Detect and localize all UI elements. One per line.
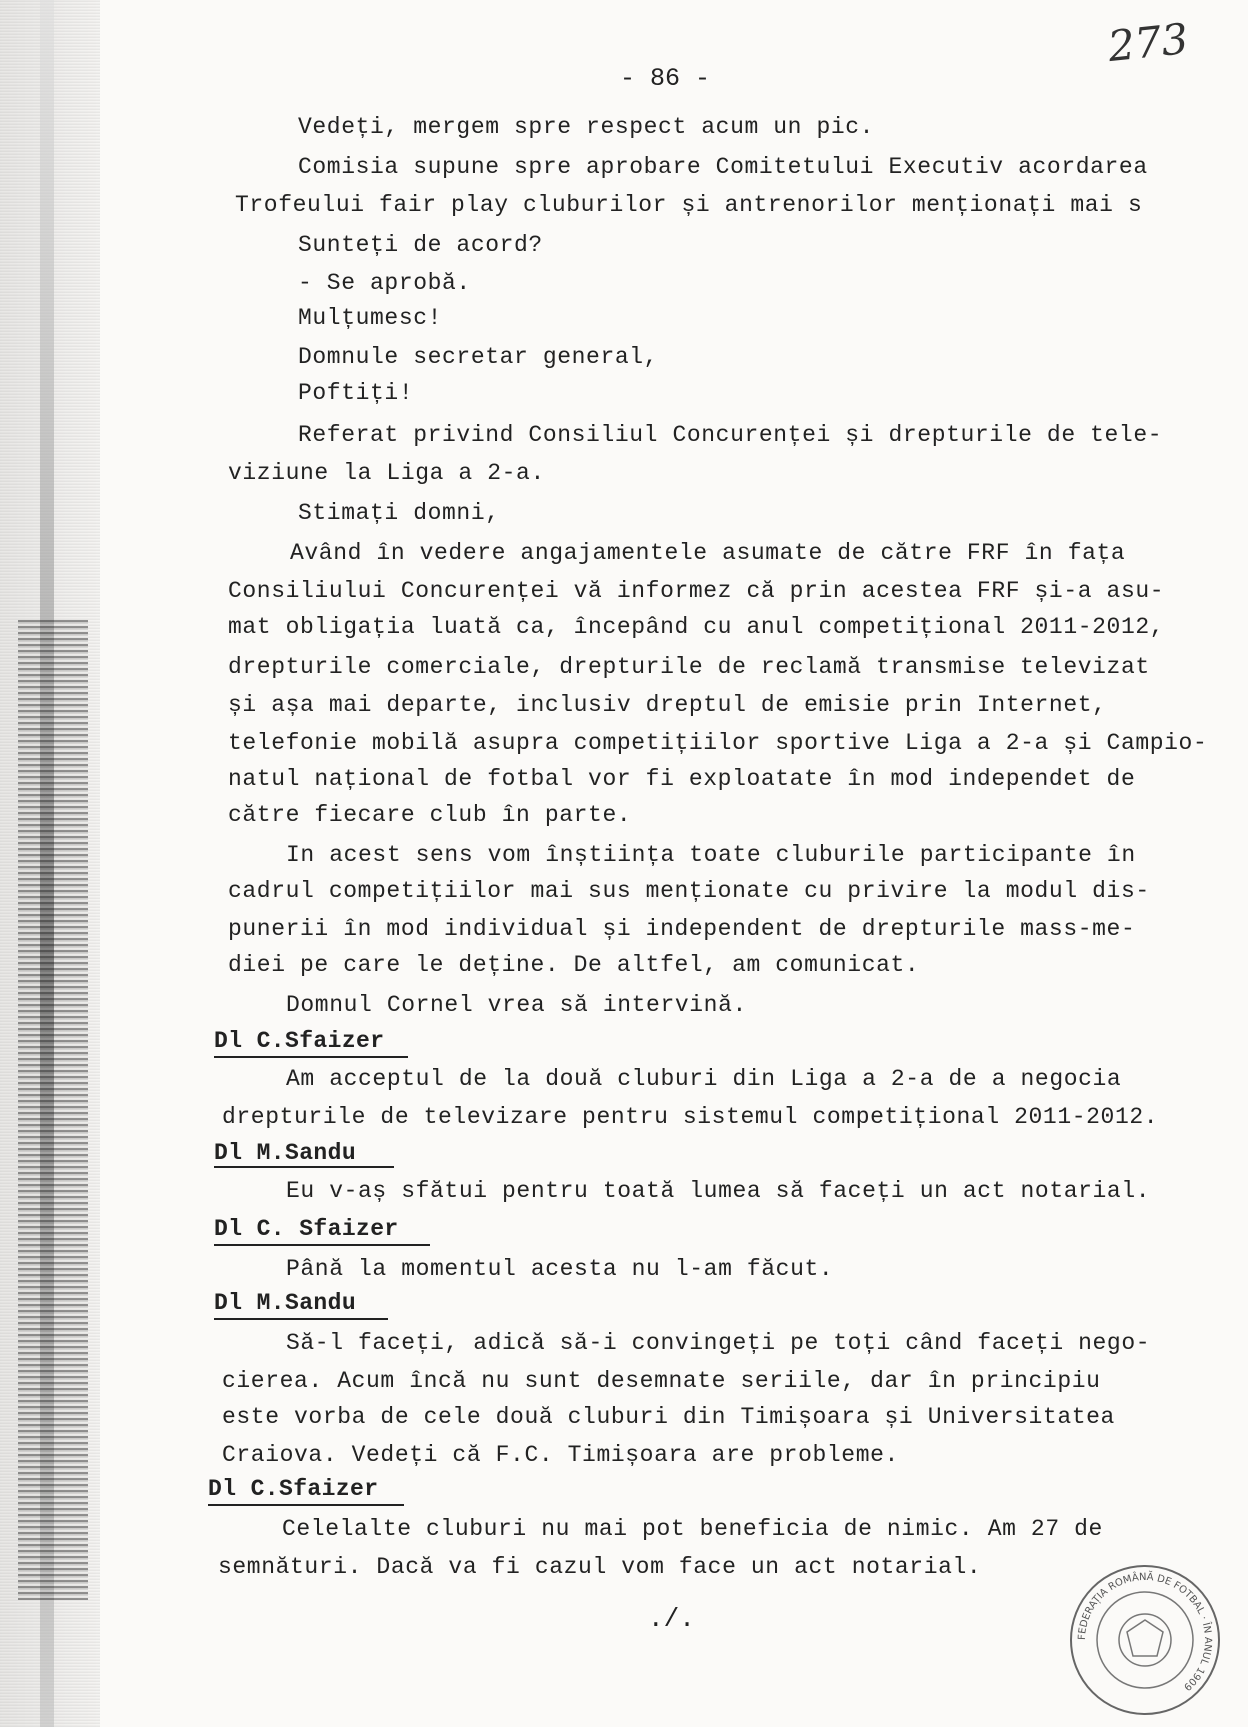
text-line: Având în vedere angajamentele asumate de către FRF în fața xyxy=(290,540,1126,566)
text-line: Domnul Cornel vrea să intervină. xyxy=(286,992,747,1018)
text-line: Craiova. Vedeți că F.C. Timișoara are probleme. xyxy=(222,1442,899,1468)
text-line: natul național de fotbal vor fi exploatate în mod independet de xyxy=(228,766,1136,792)
text-line: Sunteți de acord? xyxy=(298,232,543,258)
speaker-label: Dl M.Sandu xyxy=(214,1140,357,1166)
text-line: și așa mai departe, inclusiv dreptul de emisie prin Internet, xyxy=(228,692,1107,718)
text-line: punerii în mod individual și independent de drepturile mass-me- xyxy=(228,916,1136,942)
text-line: Consiliului Concurenței vă informez că prin acestea FRF și-a asu- xyxy=(228,578,1165,604)
text-line: este vorba de cele două cluburi din Timișoara și Universitatea xyxy=(222,1404,1115,1430)
text-line: Referat privind Consiliul Concurenței și drepturile de tele- xyxy=(298,422,1163,448)
page-number: - 86 - xyxy=(620,64,711,93)
text-line: viziune la Liga a 2-a. xyxy=(228,460,545,486)
text-line: Domnule secretar general, xyxy=(298,344,659,370)
text-line: cierea. Acum încă nu sunt desemnate seriile, dar în principiu xyxy=(222,1368,1101,1394)
text-line: semnături. Dacă va fi cazul vom face un act notarial. xyxy=(218,1554,982,1580)
text-line: Poftiți! xyxy=(298,380,414,406)
text-line: Eu v-aș sfătui pentru toată lumea să faceți un act notarial. xyxy=(286,1178,1151,1204)
text-line: In acest sens vom înștiința toate cluburile participante în xyxy=(286,842,1136,868)
text-line: Până la momentul acesta nu l-am făcut. xyxy=(286,1256,834,1282)
speaker-label: Dl C.Sfaizer xyxy=(214,1028,385,1054)
speaker-underline xyxy=(214,1244,430,1246)
speaker-underline xyxy=(214,1166,394,1168)
page-continuation-mark: ./. xyxy=(648,1604,695,1634)
text-line: Comisia supune spre aprobare Comitetului Executiv acordarea xyxy=(298,154,1148,180)
text-line: Celelalte cluburi nu mai pot beneficia de nimic. Am 27 de xyxy=(282,1516,1103,1542)
text-line: Trofeului fair play cluburilor și antrenorilor menționați mai s xyxy=(235,192,1143,218)
text-line: - Se aprobă. xyxy=(298,270,471,296)
text-line: mat obligația luată ca, începând cu anul competițional 2011-2012, xyxy=(228,614,1165,640)
text-line: drepturile de televizare pentru sistemul competițional 2011-2012. xyxy=(222,1104,1159,1130)
federation-seal-stamp xyxy=(1065,1560,1225,1720)
text-line: Vedeți, mergem spre respect acum un pic. xyxy=(298,114,875,140)
speaker-label: Dl M.Sandu xyxy=(214,1290,357,1316)
text-line: Mulțumesc! xyxy=(298,305,443,331)
text-line: cadrul competițiilor mai sus menționate cu privire la modul dis- xyxy=(228,878,1150,904)
text-line: Am acceptul de la două cluburi din Liga a 2-a de a negocia xyxy=(286,1066,1122,1092)
speaker-label: Dl C. Sfaizer xyxy=(214,1216,399,1242)
text-line: diei pe care le deține. De altfel, am comunicat. xyxy=(228,952,920,978)
scan-noise-bar xyxy=(18,620,88,1600)
speaker-underline xyxy=(208,1504,404,1506)
handwritten-page-number: 273 xyxy=(1105,13,1191,72)
speaker-underline xyxy=(214,1318,388,1320)
speaker-underline xyxy=(214,1056,408,1058)
text-line: telefonie mobilă asupra competițiilor sportive Liga a 2-a și Campio- xyxy=(228,730,1208,756)
text-line: către fiecare club în parte. xyxy=(228,802,632,828)
text-line: drepturile comerciale, drepturile de reclamă transmise televizat xyxy=(228,654,1150,680)
text-line: Stimați domni, xyxy=(298,500,500,526)
text-line: Să-l faceți, adică să-i convingeți pe toți când faceți nego- xyxy=(286,1330,1151,1356)
speaker-label: Dl C.Sfaizer xyxy=(208,1476,379,1502)
seal-text: FEDERAȚIA ROMÂNĂ DE FOTBAL · ÎN ANUL 1909 xyxy=(1076,1571,1214,1693)
